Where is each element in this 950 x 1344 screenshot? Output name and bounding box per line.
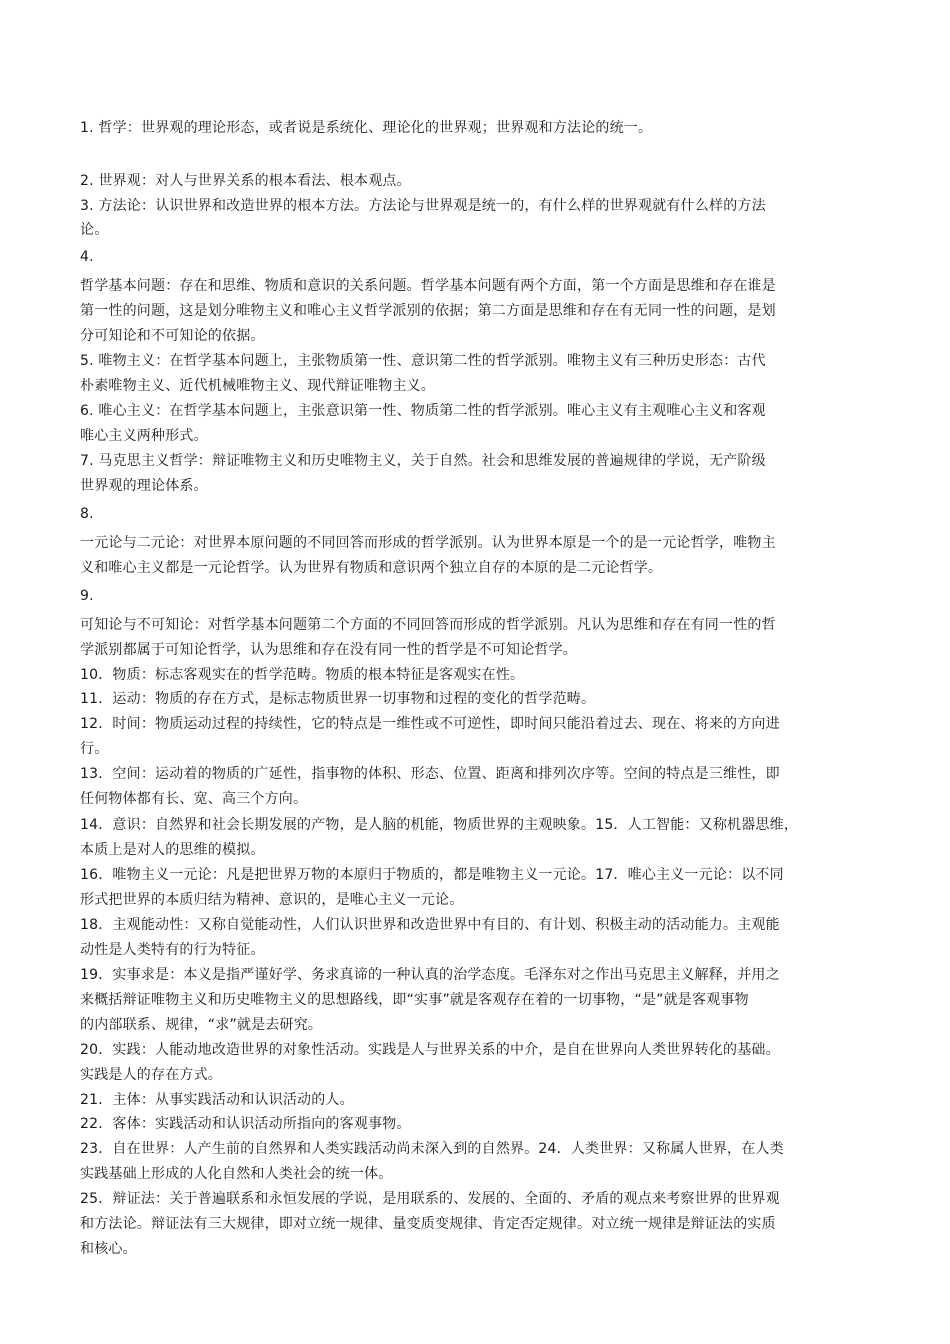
text-line: 21．主体：从事实践活动和认识活动的人。 xyxy=(80,1092,354,1108)
text-line: 5. 唯物主义：在哲学基本问题上，主张物质第一性、意识第二性的哲学派别。唯物主义有三种历史形态：古代 xyxy=(80,353,766,369)
text-line: 1. 哲学：世界观的理论形态，或者说是系统化、理论化的世界观；世界观和方法论的统一。 xyxy=(80,120,653,136)
text-line: 和方法论。辩证法有三大规律，即对立统一规律、量变质变规律、肯定否定规律。对立统一规律是辩证法的实质 xyxy=(80,1216,776,1232)
text-line: 唯心主义两种形式。 xyxy=(80,428,208,444)
text-line: 哲学基本问题：存在和思维、物质和意识的关系问题。哲学基本问题有两个方面，第一个方面是思维和存在谁是 xyxy=(80,278,776,294)
text-line: 可知论与不可知论：对哲学基本问题第二个方面的不同回答而形成的哲学派别。凡认为思维和存在有同一性的哲 xyxy=(80,617,776,633)
text-line: 11．运动：物质的存在方式，是标志物质世界一切事物和过程的变化的哲学范畴。 xyxy=(80,691,596,707)
text-line: 6. 唯心主义：在哲学基本问题上，主张意识第一性、物质第二性的哲学派别。唯心主义有主观唯心主义和客观 xyxy=(80,403,766,419)
text-line: 来概括辩证唯物主义和历史唯物主义的思想路线，即“实事”就是客观存在着的一切事物，“是”就是客观事物 xyxy=(80,992,749,1008)
text-line: 和核心。 xyxy=(80,1241,137,1257)
text-line: 9. xyxy=(80,588,94,604)
text-line: 义和唯心主义都是一元论哲学。认为世界有物质和意识两个独立自存的本原的是二元论哲学。 xyxy=(80,560,663,576)
text-line: 10．物质：标志客观实在的哲学范畴。物质的根本特征是客观实在性。 xyxy=(80,667,525,683)
text-line: 实践是人的存在方式。 xyxy=(80,1067,222,1083)
text-line: 本质上是对人的思维的模拟。 xyxy=(80,842,265,858)
text-line: 朴素唯物主义、近代机械唯物主义、现代辩证唯物主义。 xyxy=(80,378,435,394)
text-line: 学派别都属于可知论哲学，认为思维和存在没有同一性的哲学是不可知论哲学。 xyxy=(80,642,577,658)
text-line: 分可知论和不可知论的依据。 xyxy=(80,328,265,344)
text-line: 任何物体都有长、宽、高三个方向。 xyxy=(80,791,308,807)
text-line: 12．时间：物质运动过程的持续性，它的特点是一维性或不可逆性，即时间只能沿着过去、现在、将来的方向进 xyxy=(80,716,780,732)
text-line: 14．意识：自然界和社会长期发展的产物，是人脑的机能，物质世界的主观映象。15．人工智能：又称机器思维， xyxy=(80,817,799,833)
text-line: 22．客体：实践活动和认识活动所指向的客观事物。 xyxy=(80,1116,411,1132)
text-line: 25．辩证法：关于普遍联系和永恒发展的学说，是用联系的、发展的、全面的、矛盾的观点来考察世界的世界观 xyxy=(80,1191,780,1207)
text-line: 世界观的理论体系。 xyxy=(80,478,208,494)
text-line: 13．空间：运动着的物质的广延性，指事物的体积、形态、位置、距离和排列次序等。空间的特点是三维性，即 xyxy=(80,766,780,782)
text-line: 2. 世界观：对人与世界关系的根本看法、根本观点。 xyxy=(80,173,411,189)
text-line: 行。 xyxy=(80,741,109,757)
text-line: 实践基础上形成的人化自然和人类社会的统一体。 xyxy=(80,1166,393,1182)
text-line: 第一性的问题，这是划分唯物主义和唯心主义哲学派别的依据；第二方面是思维和存在有无同一性的问题，是划 xyxy=(80,303,776,319)
text-line: 8. xyxy=(80,506,94,522)
text-line: 4. xyxy=(80,249,94,265)
text-line: 的内部联系、规律，“求”就是去研究。 xyxy=(80,1017,323,1033)
text-line: 16．唯物主义一元论：凡是把世界万物的本原归于物质的，都是唯物主义一元论。17．唯心主义一元论：以不同 xyxy=(80,867,784,883)
text-line: 7. 马克思主义哲学：辩证唯物主义和历史唯物主义，关于自然。社会和思维发展的普遍规律的学说，无产阶级 xyxy=(80,453,766,469)
text-line: 一元论与二元论：对世界本原问题的不同回答而形成的哲学派别。认为世界本原是一个的是一元论哲学，唯物主 xyxy=(80,535,776,551)
text-line: 3. 方法论：认识世界和改造世界的根本方法。方法论与世界观是统一的，有什么样的世界观就有什么样的方法 xyxy=(80,198,766,214)
text-line: 动性是人类特有的行为特征。 xyxy=(80,942,265,958)
text-line: 20．实践：人能动地改造世界的对象性活动。实践是人与世界关系的中介，是自在世界向人类世界转化的基础。 xyxy=(80,1042,780,1058)
text-line: 18．主观能动性：又称自觉能动性，人们认识世界和改造世界中有目的、有计划、积极主动的活动能力。主观能 xyxy=(80,917,780,933)
text-line: 论。 xyxy=(80,222,109,238)
text-line: 23．自在世界：人产生前的自然界和人类实践活动尚未深入到的自然界。24．人类世界：又称属人世界，在人类 xyxy=(80,1141,784,1157)
text-line: 形式把世界的本质归结为精神、意识的，是唯心主义一元论。 xyxy=(80,892,464,908)
text-line: 19．实事求是：本义是指严谨好学、务求真谛的一种认真的治学态度。毛泽东对之作出马克思主义解释，并用之 xyxy=(80,967,780,983)
